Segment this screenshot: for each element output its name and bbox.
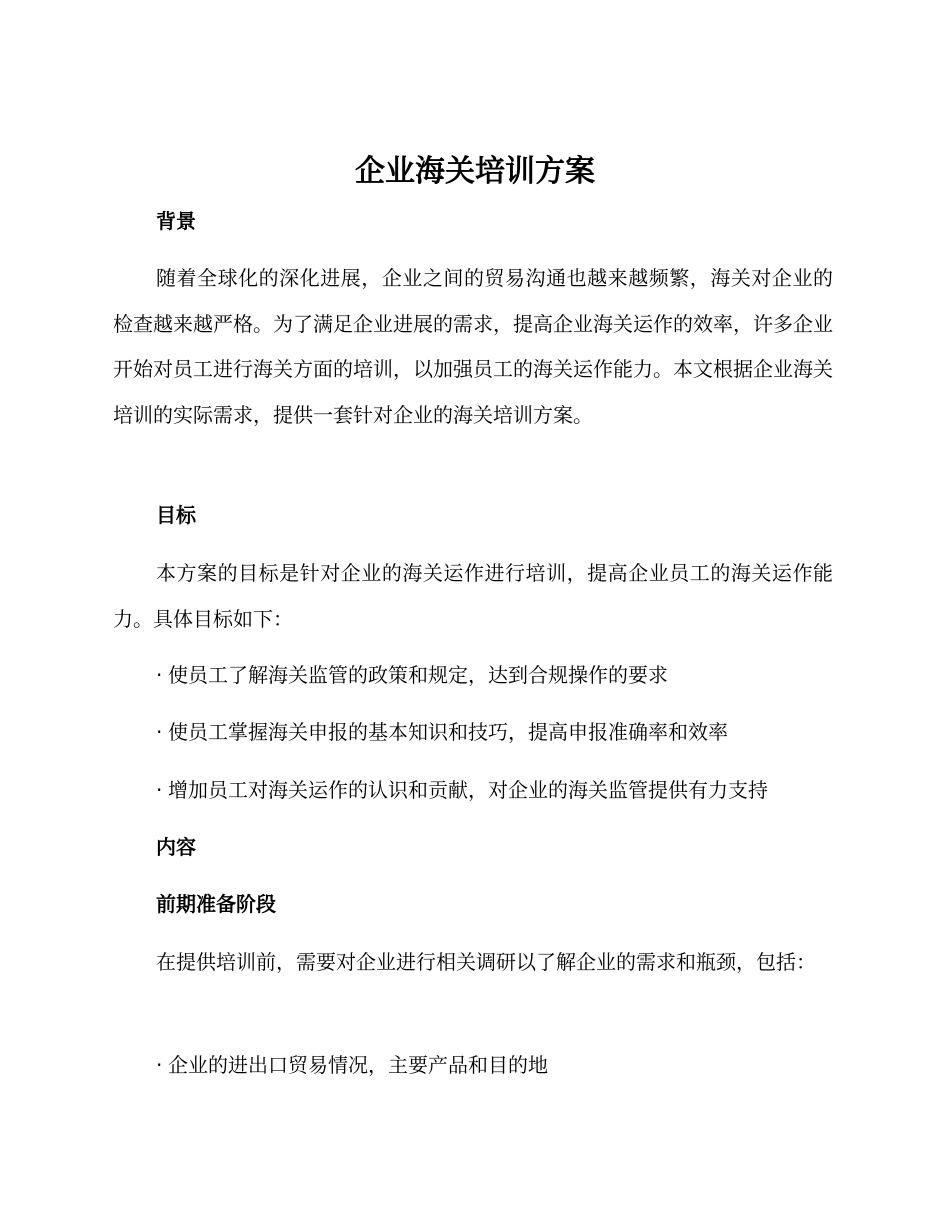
goal-bullet-text: 使员工掌握海关申报的基本知识和技巧，提高申报准确率和效率 [168,720,728,744]
bullet-marker: · [156,778,163,802]
section-heading-content: 内容 [156,835,196,859]
goal-paragraph: 本方案的目标是针对企业的海关运作进行培训，提高企业员工的海关运作能力。具体目标如下： [113,561,833,631]
document-title: 企业海关培训方案 [355,154,595,189]
content-bullet-item [156,1050,846,1080]
goal-bullet-item [156,775,846,805]
goal-bullet-text: 增加员工对海关运作的认识和贡献，对企业的海关监管提供有力支持 [168,778,768,802]
goal-bullet-text: 使员工了解海关监管的政策和规定，达到合规操作的要求 [168,663,668,687]
section-heading-goal: 目标 [156,503,196,527]
section-heading-background: 背景 [156,209,196,233]
bullet-marker: · [156,663,163,687]
bullet-marker: · [156,720,163,744]
goal-bullet-item [156,717,846,747]
bullet-marker: · [156,1053,163,1077]
subsection-heading-preparation: 前期准备阶段 [156,892,276,916]
content-bullet-text: 企业的进出口贸易情况，主要产品和目的地 [168,1053,548,1077]
content-paragraph: 在提供培训前，需要对企业进行相关调研以了解企业的需求和瓶颈，包括： [156,950,816,974]
goal-bullet-item [156,660,846,690]
background-paragraph: 随着全球化的深化进展，企业之间的贸易沟通也越来越频繁，海关对企业的检查越来越严格。为了满足企业进展的需求，提高企业海关运作的效率，许多企业开始对员工进行海关方面的培训，以加强员工的海关运作能力。本文根据企业海关培训的实际需求，提供一套针对企业的海关培训方案。 [113,266,833,427]
